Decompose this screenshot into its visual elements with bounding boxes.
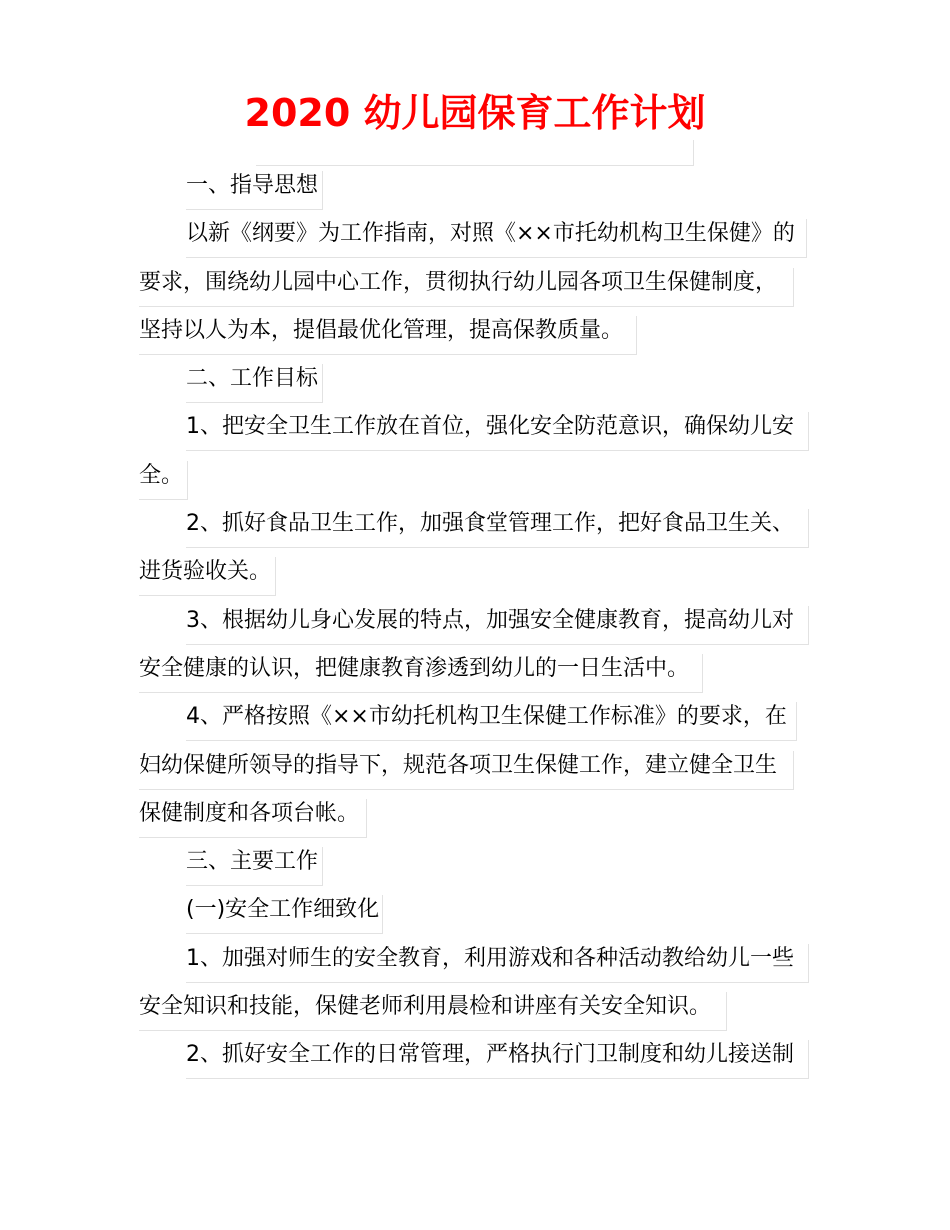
text-line [0, 886, 950, 934]
paragraph-text: 坚持以人为本，提倡最优化管理，提高保教质量。 [139, 316, 637, 355]
text-line [0, 403, 950, 451]
paragraph-text: (一)安全工作细致化 [186, 895, 383, 934]
paragraph-text: 2、抓好食品卫生工作，加强食堂管理工作，把好食品卫生关、 [186, 509, 809, 548]
paragraph-text: 二、工作目标 [186, 364, 323, 403]
text-line [0, 790, 950, 838]
text-line [0, 597, 950, 645]
paragraph-text: 进货验收关。 [139, 557, 276, 596]
text-line [0, 307, 950, 355]
text-line [0, 983, 950, 1031]
text-line [0, 742, 950, 790]
document-body [0, 162, 950, 1080]
text-line [0, 162, 950, 210]
text-line [0, 355, 950, 403]
text-line [0, 838, 950, 886]
paragraph-text: 3、根据幼儿身心发展的特点，加强安全健康教育，提高幼儿对 [186, 606, 809, 645]
paragraph-text: 妇幼保健所领导的指导下，规范各项卫生保健工作，建立健全卫生 [139, 751, 794, 790]
paragraph-text: 一、指导思想 [186, 171, 323, 210]
text-line [0, 1031, 950, 1079]
text-line [0, 452, 950, 500]
paragraph-text: 以新《纲要》为工作指南，对照《××市托幼机构卫生保健》的 [186, 219, 807, 258]
paragraph-text: 三、主要工作 [186, 847, 323, 886]
paragraph-text: 要求，围绕幼儿园中心工作，贯彻执行幼儿园各项卫生保健制度， [139, 268, 794, 307]
paragraph-text: 1、加强对师生的安全教育，利用游戏和各种活动教给幼儿一些 [186, 944, 809, 983]
paragraph-text: 安全知识和技能，保健老师利用晨检和讲座有关安全知识。 [139, 992, 727, 1031]
document-title: 2020 幼儿园保育工作计划 [244, 91, 706, 135]
paragraph-text: 保健制度和各项台帐。 [139, 799, 367, 838]
text-line [0, 645, 950, 693]
text-line [0, 210, 950, 258]
paragraph-text: 1、把安全卫生工作放在首位，强化安全防范意识，确保幼儿安 [186, 412, 809, 451]
paragraph-text: 2、抓好安全工作的日常管理，严格执行门卫制度和幼儿接送制 [186, 1040, 809, 1079]
text-line [0, 259, 950, 307]
paragraph-text: 安全健康的认识，把健康教育渗透到幼儿的一日生活中。 [139, 654, 703, 693]
text-line [0, 500, 950, 548]
text-line [0, 693, 950, 741]
text-line [0, 548, 950, 596]
paragraph-text: 4、严格按照《××市幼托机构卫生保健工作标准》的要求，在 [186, 702, 797, 741]
text-line [0, 935, 950, 983]
paragraph-text: 全。 [139, 461, 188, 500]
